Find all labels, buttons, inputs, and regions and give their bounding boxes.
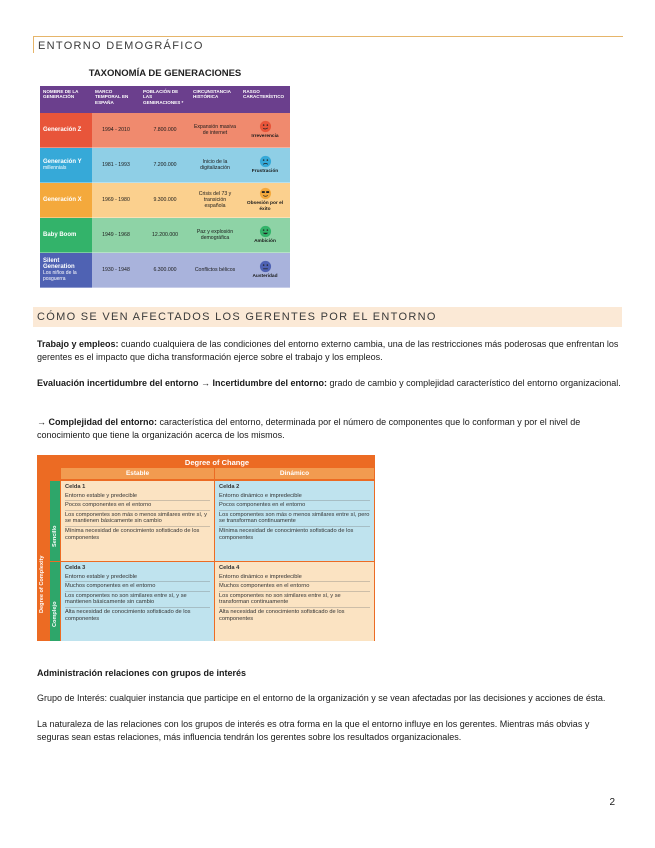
trait-cell: [240, 148, 290, 183]
period-cell: 1994 - 2010: [92, 113, 140, 148]
row-label-simple: Sencillo: [52, 525, 58, 547]
generation-name: Baby Boom: [43, 232, 77, 238]
matrix-title: Degree of Change: [184, 458, 250, 467]
paragraph-text: cuando cualquiera de las condiciones del entorno externo cambia, una de las restricciones más poderosas que enfrentan los gerentes es el impacto que dicha transformación ejerce sobre el trabajo y los empleos.: [37, 339, 619, 362]
heading-grupos-interes: Administración relaciones con grupos de interés: [37, 668, 247, 678]
population-cell: 12.200.000: [140, 218, 190, 253]
table-row: [40, 113, 290, 148]
page-number: 2: [609, 797, 615, 808]
header-period: MARCO TEMPORAL EN ESPAÑA: [92, 86, 140, 113]
trait-label: Obsesión por el éxito: [246, 201, 284, 212]
circumstance-cell: Inicio de la digitalización: [190, 148, 240, 183]
grin-face-icon: [259, 225, 272, 238]
cell-line: Muchos componentes en el entorno: [65, 582, 210, 592]
trait-label: Irreverencia: [251, 134, 279, 139]
cell-line: Los componentes son más o menos similares entre sí, pero se transforman continuamente: [219, 511, 370, 527]
generation-name-cell: [40, 253, 92, 288]
neutral-face-icon: [259, 260, 272, 273]
paragraph-text: grado de cambio y complejidad característico del entorno organizacional.: [327, 378, 621, 388]
circumstance-cell: Conflictos bélicos: [190, 253, 240, 288]
population-cell: 6.300.000: [140, 253, 190, 288]
table-row: [40, 253, 290, 288]
cell-line: Pocos componentes en el entorno: [219, 501, 370, 511]
cell-line: Entorno dinámico e impredecible: [219, 573, 370, 583]
trait-label: Frustración: [251, 169, 279, 174]
paragraph-grupo-interes-definicion: Grupo de Interés: cualquier instancia que participe en el entorno de la organización y se vean afectadas por las decisiones y acciones de ésta.: [37, 693, 606, 703]
paragraph-grupos-interes-relaciones: La naturaleza de las relaciones con los grupos de interés es otra forma en la que el entorno influye en los gerentes. Mientras más obvias y seguras sean estas relaciones, más influencia tendrán los gerentes sobre los resultados organizacionales.: [37, 719, 590, 742]
header-name: NOMBRE DE LA GENERACIÓN: [40, 86, 92, 113]
generation-name-cell: [40, 218, 92, 253]
sunglasses-face-icon: [259, 187, 272, 200]
generation-name: Generación Z: [43, 127, 82, 133]
generation-subtitle: millennials: [43, 165, 67, 171]
period-cell: 1949 - 1968: [92, 218, 140, 253]
cell-line: Alta necesidad de conocimiento sofisticado de los componentes: [65, 608, 191, 622]
generation-name: Silent Generation: [43, 258, 75, 270]
cell-title: Celda 1: [65, 484, 86, 490]
circumstance-cell: Expansión masiva de internet: [190, 113, 240, 148]
circumstance-cell: Crisis del 73 y transición española: [190, 183, 240, 218]
cell-line: Entorno estable y predecible: [65, 492, 210, 502]
header-population: POBLACIÓN DE LAS GENERACIONES *: [140, 86, 190, 113]
generation-name-cell: [40, 183, 92, 218]
paragraph-text: característica del entorno, determinada por el número de componentes que lo conforman y por el nivel de conocimiento que tiene la organización acerca de los mismos.: [37, 417, 581, 440]
column-header-stable: Estable: [61, 468, 214, 479]
section-title-entorno-demografico: ENTORNO DEMOGRÁFICO: [33, 36, 623, 53]
generations-table-title: TAXONOMÍA DE GENERACIONES: [88, 68, 242, 79]
paragraph-trabajo-empleos: [37, 338, 622, 364]
term-incertidumbre: Evaluación incertidumbre del entorno → Incertidumbre del entorno:: [37, 378, 328, 388]
period-cell: 1930 - 1948: [92, 253, 140, 288]
row-band-simple: [50, 481, 60, 561]
matrix-cell-3: [61, 562, 214, 641]
trait-cell: [240, 183, 290, 218]
population-cell: 9.300.000: [140, 183, 190, 218]
cell-line: Los componentes no son similares entre sí, y se mantienen básicamente sin cambio: [65, 592, 210, 608]
population-cell: 7.800.000: [140, 113, 190, 148]
paragraph-complejidad: [37, 416, 622, 442]
trait-cell: [240, 253, 290, 288]
cell-title: Celda 3: [65, 565, 86, 571]
cell-line: Muchos componentes en el entorno: [219, 582, 370, 592]
generations-table-figure: [40, 66, 290, 292]
cell-line: Pocos componentes en el entorno: [65, 501, 210, 511]
population-cell: 7.200.000: [140, 148, 190, 183]
column-header-dynamic: Dinámico: [215, 468, 374, 479]
cell-line: Los componentes no son similares entre sí, y se transforman continuamente: [219, 592, 370, 608]
generation-name: Generación X: [43, 197, 82, 203]
cell-line: Alta necesidad de conocimiento sofisticado de los componentes: [219, 608, 345, 622]
cell-line: Entorno dinámico e impredecible: [219, 492, 370, 502]
degree-of-change-matrix: [37, 455, 375, 641]
header-trait: RASGO CARACTERÍSTICO: [240, 86, 290, 113]
table-row: [40, 183, 290, 218]
matrix-cell-4: [215, 562, 374, 641]
row-label-complex: Complejo: [52, 601, 58, 627]
matrix-cell-2: [215, 481, 374, 561]
cell-title: Celda 4: [219, 565, 240, 571]
paragraph-incertidumbre: [37, 377, 622, 390]
table-header-row: [40, 86, 290, 113]
cell-line: Los componentes son más o menos similares entre sí, y se mantienen básicamente sin cambio: [65, 511, 210, 527]
generation-name: Generación Y: [43, 159, 82, 165]
generation-name-cell: [40, 113, 92, 148]
smirk-face-icon: [259, 120, 272, 133]
generation-subtitle: Los niños de la posguerra: [43, 270, 77, 282]
generation-name-cell: [40, 148, 92, 183]
trait-cell: [240, 113, 290, 148]
trait-label: Ambición: [254, 239, 276, 244]
cell-line: Mínima necesidad de conocimiento sofisticado de los componentes: [65, 527, 200, 541]
period-cell: 1981 - 1993: [92, 148, 140, 183]
cell-line: Entorno estable y predecible: [65, 573, 210, 583]
cell-line: Mínima necesidad de conocimiento sofisticado de los componentes: [219, 527, 354, 541]
period-cell: 1969 - 1980: [92, 183, 140, 218]
table-row: [40, 218, 290, 253]
cell-title: Celda 2: [219, 484, 240, 490]
section-title-gerentes-entorno: CÓMO SE VEN AFECTADOS LOS GERENTES POR EL ENTORNO: [33, 307, 622, 327]
complexity-axis-label: Degree of Complexity: [39, 555, 45, 613]
trait-cell: [240, 218, 290, 253]
trait-label: Austeridad: [252, 274, 278, 279]
term-complejidad: → Complejidad del entorno:: [37, 417, 158, 427]
frown-face-icon: [259, 155, 272, 168]
generations-table: [40, 86, 290, 288]
circumstance-cell: Paz y explosión demográfica: [190, 218, 240, 253]
matrix-cell-1: [61, 481, 214, 561]
term-trabajo-empleos: Trabajo y empleos:: [37, 339, 119, 349]
table-row: [40, 148, 290, 183]
header-circumstance: CIRCUNSTANCIA HISTÓRICA: [190, 86, 240, 113]
